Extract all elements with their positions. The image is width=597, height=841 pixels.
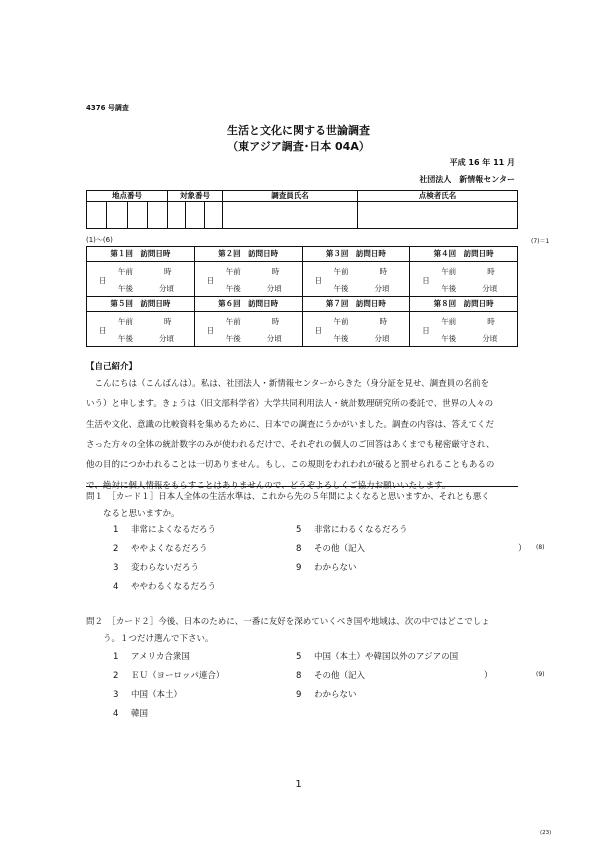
visit-cell-1[interactable] — [87, 247, 195, 297]
visit-table — [86, 246, 518, 347]
option-label: 非常によくなるだろう — [131, 525, 217, 535]
option-number: 2 — [113, 544, 119, 554]
hour-label: 時 — [379, 317, 387, 326]
hour-label: 時 — [271, 267, 280, 276]
option-number: 4 — [113, 709, 119, 719]
q2-option-9[interactable] — [296, 688, 357, 700]
option-number: 2 — [113, 671, 119, 681]
checker-name-field[interactable] — [358, 202, 518, 229]
visit-heading: 第２回 訪問日時 — [195, 247, 302, 262]
pm-label: 午後 — [225, 334, 241, 343]
intro-line: 他の目的につかわれることは一切ありません。もし、この規則をわれわれが破ると罰せられることもあるの — [86, 460, 495, 471]
survey-id: 4376 号調査 — [86, 104, 129, 112]
minute-label: 分頃 — [374, 284, 390, 293]
q2-text-line: う。１つだけ選んで下さい。 — [86, 634, 214, 644]
footer-code: (23) — [540, 830, 552, 836]
page-subtitle: （東アジア調査･日本 04A） — [227, 140, 370, 153]
q2-text-line: 問２ ［カード２］今後、日本のために、一番に友好を深めていくべき国や地域は、次の中ではどこでしょ — [86, 617, 490, 627]
hour-label: 時 — [487, 267, 495, 276]
option-label: ややよくなるだろう — [131, 544, 208, 554]
minute-label: 分頃 — [482, 284, 498, 293]
q1-option-2[interactable] — [113, 542, 208, 554]
subject-number-field[interactable] — [168, 202, 223, 229]
option-number: 4 — [113, 582, 119, 592]
day-label: 日 — [206, 326, 215, 335]
header-surveyor-name: 調査員氏名 — [223, 191, 358, 202]
option-number: 3 — [113, 690, 119, 700]
visit-cell-3[interactable] — [302, 247, 410, 297]
q2-option-2[interactable] — [113, 669, 224, 681]
am-label: 午前 — [441, 267, 457, 276]
page-title: 生活と文化に関する世論調査 — [227, 124, 370, 137]
option-number: 1 — [113, 525, 119, 535]
pm-label: 午後 — [333, 334, 349, 343]
q1-option-9[interactable] — [296, 561, 357, 573]
visit-heading: 第３回 訪問日時 — [303, 247, 410, 262]
q1-option-3[interactable] — [113, 561, 199, 573]
option-number: 8 — [296, 671, 302, 681]
visit-cell-7[interactable] — [302, 297, 410, 347]
q1-text-line: なると思いますか。 — [86, 509, 180, 519]
q2-option-8[interactable] — [296, 669, 493, 681]
option-number: 5 — [296, 525, 302, 535]
visit-body[interactable] — [195, 312, 302, 346]
day-label: 日 — [206, 276, 215, 285]
pm-label: 午後 — [441, 334, 457, 343]
hour-label: 時 — [379, 267, 387, 276]
q1-option-1[interactable] — [113, 523, 216, 535]
option-label: 非常にわるくなるだろう — [314, 525, 408, 535]
q1-option-4[interactable] — [113, 580, 216, 592]
info-table — [86, 190, 518, 229]
intro-heading: 【自己紹介】 — [86, 362, 138, 372]
visit-body[interactable] — [303, 312, 410, 346]
q1-text-line: 問１ ［カード１］日本人全体の生活水準は、これから先の５年間によくなると思いますか、それとも悪く — [86, 492, 490, 502]
q2-code: (9) — [536, 671, 545, 678]
option-number: 9 — [296, 690, 302, 700]
visit-body[interactable] — [410, 312, 517, 346]
visit-body[interactable] — [87, 262, 194, 296]
option-number: 1 — [113, 652, 119, 662]
day-label: 日 — [314, 326, 322, 335]
option-number: 9 — [296, 563, 302, 573]
visit-body[interactable] — [195, 262, 302, 296]
visit-heading: 第８回 訪問日時 — [410, 297, 517, 312]
minute-label: 分頃 — [159, 284, 174, 293]
option-label: その他（記入 ） — [314, 544, 527, 554]
date: 平成 16 年 11 月 — [449, 158, 515, 167]
option-label: その他（記入 ） — [314, 671, 493, 681]
option-label: わからない — [314, 690, 357, 700]
visit-body[interactable] — [87, 312, 194, 346]
hour-label: 時 — [164, 317, 172, 326]
am-label: 午前 — [225, 267, 241, 276]
day-label: 日 — [422, 326, 430, 335]
option-label: 中国（本土） — [131, 690, 183, 700]
option-number: 5 — [296, 652, 302, 662]
intro-line: こんにちは（こんばんは）。私は、社団法人・新情報センターからきた（身分証を見せ、調査員の名前を — [86, 379, 490, 389]
visit-heading: 第７回 訪問日時 — [303, 297, 410, 312]
day-label: 日 — [422, 276, 430, 285]
header-area-number: 地点番号 — [87, 191, 168, 202]
visit-heading: 第５回 訪問日時 — [87, 297, 194, 312]
intro-line: さった方々の全体の統計数字のみが使われるだけで、それぞれの個人のご回答はあくまでも秘密厳守され、 — [86, 439, 495, 450]
visit-heading: 第１回 訪問日時 — [87, 247, 194, 262]
header-subject-number: 対象番号 — [168, 191, 223, 202]
intro-line: で、絶対に個人情報をもらすことはありませんので、どうぞよろしくご協力お願いいたします。 — [86, 480, 451, 491]
pm-label: 午後 — [118, 284, 133, 293]
am-label: 午前 — [225, 317, 241, 326]
option-label: 中国（本土）や韓国以外のアジアの国 — [314, 652, 459, 662]
q1-option-8[interactable] — [296, 542, 527, 554]
day-label: 日 — [99, 276, 107, 285]
option-label: わからない — [314, 563, 357, 573]
minute-label: 分頃 — [266, 334, 282, 343]
am-label: 午前 — [333, 317, 349, 326]
day-label: 日 — [99, 326, 107, 335]
visit-cell-4[interactable] — [410, 247, 518, 297]
option-label: ややわるくなるだろう — [131, 582, 217, 592]
q2-option-5[interactable] — [296, 650, 458, 662]
visit-cell-6[interactable] — [194, 297, 302, 347]
minute-label: 分頃 — [159, 334, 174, 343]
visit-body[interactable] — [303, 262, 410, 296]
organization: 社団法人 新情報センター — [419, 175, 515, 184]
option-label: 変わらないだろう — [131, 563, 200, 573]
header-checker-name: 点検者氏名 — [358, 191, 518, 202]
visit-cell-8[interactable] — [410, 297, 518, 347]
visit-cell-2[interactable] — [194, 247, 302, 297]
minute-label: 分頃 — [374, 334, 390, 343]
q1-code: (8) — [536, 544, 545, 551]
pm-label: 午後 — [118, 334, 133, 343]
pm-label: 午後 — [225, 284, 241, 293]
range-label: (1)～(6) — [86, 236, 113, 244]
visit-body[interactable] — [410, 262, 517, 296]
option-number: 3 — [113, 563, 119, 573]
q1-option-5[interactable] — [296, 523, 408, 535]
page-number: 1 — [295, 779, 302, 790]
q2-option-1[interactable] — [113, 650, 190, 662]
divider — [86, 486, 518, 487]
option-label: 韓国 — [131, 709, 149, 719]
visit-heading: 第６回 訪問日時 — [195, 297, 302, 312]
q2-option-4[interactable] — [113, 707, 148, 719]
q2-option-3[interactable] — [113, 688, 182, 700]
option-number: 8 — [296, 544, 302, 554]
option-label: アメリカ合衆国 — [131, 652, 190, 662]
am-label: 午前 — [333, 267, 349, 276]
surveyor-name-field[interactable] — [223, 202, 358, 229]
am-label: 午前 — [441, 317, 457, 326]
day-label: 日 — [314, 276, 322, 285]
hour-label: 時 — [487, 317, 495, 326]
am-label: 午前 — [118, 267, 133, 276]
minute-label: 分頃 — [266, 284, 282, 293]
area-number-field[interactable] — [87, 202, 168, 229]
visit-heading: 第４回 訪問日時 — [410, 247, 517, 262]
pm-label: 午後 — [441, 284, 457, 293]
minute-label: 分頃 — [482, 334, 498, 343]
hour-label: 時 — [164, 267, 172, 276]
intro-line: いう）と申します。きょうは（旧文部科学省）大学共同利用法人・統計数理研究所の委託で、世界の人々の — [86, 399, 494, 410]
am-label: 午前 — [118, 317, 133, 326]
visit-cell-5[interactable] — [87, 297, 195, 347]
pm-label: 午後 — [333, 284, 349, 293]
range-code: (7)＝1 — [531, 238, 550, 245]
option-label: ＥＵ（ヨーロッパ連合） — [131, 671, 225, 681]
intro-line: 生活や文化、意識の比較資料を集めるために、日本での調査にうかがいました。調査の内容は、答えてくだ — [86, 419, 495, 430]
hour-label: 時 — [271, 317, 280, 326]
